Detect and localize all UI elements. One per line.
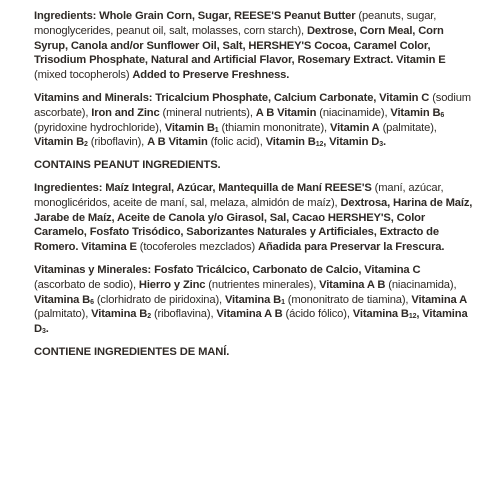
spanish-allergen-statement: CONTIENE INGREDIENTES DE MANÍ. (34, 345, 230, 358)
english-vitamin-subscript: 12 (315, 141, 324, 149)
english-vitamins-text: (thiamin mononitrate), (218, 121, 330, 134)
spanish-vitamins-text: , Vitamina D (34, 308, 468, 336)
spanish-vitamins-text: (ácido fólico), (282, 308, 353, 321)
spanish-vitamins-text: Vitamina B (352, 308, 409, 321)
english-ingredients-text: (peanuts, sugar, monoglycerides, peanut oil, salt, molasses, corn starch), (34, 10, 437, 37)
english-ingredients-text: Dextrose, Corn Meal, Corn Syrup, Canola and/or Sunflower Oil, Salt, HERSHEY'S Cocoa, Caramel Color, Trisodium Phosphate, Natural and Artificial Flavor, Rosemary Extract. Vitamin E (34, 24, 446, 67)
english-vitamins-text: (mineral nutrients), (159, 106, 256, 119)
english-vitamins-text: (riboflavin), (87, 136, 148, 149)
spanish-vitamins-text: (nutrientes minerales), (205, 278, 320, 291)
spanish-vitamin-subscript: 6 (90, 298, 94, 306)
english-vitamins-text: Vitamins and Minerals: Tricalcium Phosphate, Calcium Carbonate, Vitamin C (34, 91, 430, 104)
spanish-vitamins-text: (niacinamida), (385, 278, 457, 291)
english-vitamin-subscript: 3 (379, 141, 383, 149)
english-vitamins-text: Vitamin B (265, 136, 316, 149)
english-vitamins-text: (folic acid), (207, 136, 266, 149)
english-vitamins-text: (sodium ascorbate), (34, 91, 471, 119)
spanish-ingredients-text: (tocoferoles mezclados) (136, 241, 259, 254)
english-vitamins-text: Vitamin B (164, 121, 215, 134)
english-ingredients-text: Ingredients: Whole Grain Corn, Sugar, REESE'S Peanut Butter (34, 10, 356, 22)
spanish-vitamin-subscript: 3 (41, 328, 46, 336)
english-vitamins-text: A B Vitamin (147, 136, 208, 149)
spanish-vitamins-paragraph (34, 263, 474, 337)
spanish-ingredients-text: Añadida para Preservar la Frescura. (258, 241, 445, 254)
spanish-vitamins-text: Hierro y Zinc (138, 278, 206, 291)
spanish-vitamins-text: Vitamina B (91, 308, 148, 321)
spanish-vitamins-text: Vitamina A B (216, 308, 283, 321)
english-ingredients-paragraph (34, 9, 474, 83)
spanish-vitamin-subscript: 2 (147, 313, 151, 321)
spanish-vitamins-text: (palmitato), (34, 308, 92, 321)
english-vitamins-text: . (382, 136, 386, 149)
spanish-vitamins-text: Vitamina B (34, 293, 91, 306)
spanish-ingredients-text: (maní, azúcar, monoglicéridos, aceite de maní, sal, melaza, almidón de maíz), (34, 181, 444, 209)
spanish-vitamins-text: . (45, 323, 49, 336)
english-vitamins-text: Vitamin B (34, 136, 85, 149)
spanish-vitamins-text: Vitaminas y Minerales: Fosfato Tricálcico, Carbonato de Calcio, Vitamina C (34, 263, 421, 276)
spanish-vitamins-text: Vitamina A (411, 293, 468, 306)
english-vitamins-text: A B Vitamin (255, 106, 317, 119)
spanish-ingredients-text: Ingredientes: Maíz Integral, Azúcar, Mantequilla de Maní REESE'S (34, 181, 372, 194)
spanish-vitamins-text: (riboflavina), (151, 308, 217, 321)
spanish-vitamin-subscript: 1 (281, 298, 285, 306)
spanish-vitamins-text: Vitamina A B (319, 278, 386, 291)
english-vitamins-text: Vitamin B (390, 106, 441, 119)
spanish-ingredients-text: Dextrosa, Harina de Maíz, Jarabe de Maíz, Aceite de Canola y/o Girasol, Sal, Cacao HERSHEY'S, Color Caramelo, Fosfato Trisódico, Saborizantes Naturales y Artificiales, Extracto de Romero. Vitamina E (34, 196, 473, 254)
spanish-vitamins-text: (clorhidrato de piridoxina), (93, 293, 225, 306)
english-vitamins-paragraph (34, 91, 474, 150)
spanish-ingredients-paragraph (34, 181, 474, 255)
english-vitamin-subscript: 2 (84, 141, 88, 149)
english-ingredients-text: Added to Preserve Freshness. (132, 69, 290, 82)
english-ingredients-text: (mixed tocopherols) (34, 69, 133, 82)
english-vitamin-subscript: 6 (440, 111, 445, 119)
english-vitamins-text: , Vitamin D (323, 136, 380, 149)
english-vitamin-subscript: 1 (214, 126, 219, 134)
spanish-vitamins-text: Vitamina B (224, 293, 282, 306)
spanish-vitamins-text: (mononitrato de tiamina), (284, 293, 412, 306)
english-allergen-statement: CONTAINS PEANUT INGREDIENTS. (34, 159, 221, 172)
spanish-vitamins-text: (ascorbato de sodio), (34, 278, 139, 291)
spanish-vitamin-subscript: 12 (408, 313, 417, 321)
english-vitamins-text: Vitamin A (329, 121, 380, 134)
english-vitamins-text: (palmitate), (379, 121, 437, 134)
english-vitamins-text: (niacinamide), (316, 106, 391, 119)
english-vitamins-text: Iron and Zinc (91, 106, 160, 119)
english-vitamins-text: (pyridoxine hydrochloride), (34, 121, 165, 134)
nutrition-ingredients-label (34, 9, 474, 360)
